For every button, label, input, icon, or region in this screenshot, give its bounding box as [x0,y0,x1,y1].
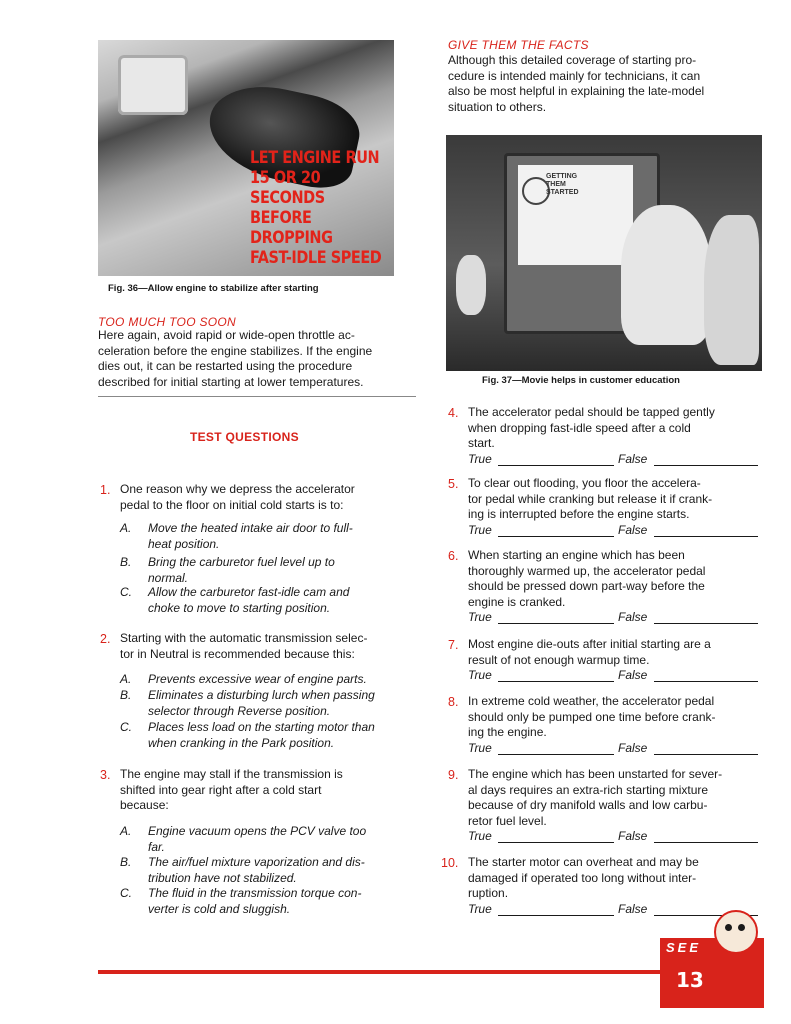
overlay-line: 15 OR 20 SECONDS [250,168,325,208]
q-line: al days requires an extra-rich starting mixture [468,782,709,797]
option-letter: B. [120,688,132,702]
question-text [120,767,410,814]
q-line: The accelerator pedal should be tapped gently [468,405,715,419]
q-line: Most engine die-outs after initial starting are a [468,637,711,651]
q-line: Starting with the automatic transmission selec- [120,631,368,645]
q-line: To clear out flooding, you floor the accelera- [468,476,701,490]
q-line: retor fuel level. [468,813,547,828]
question-text [468,694,760,741]
page-number: 13 [676,968,704,992]
true-answer-line[interactable] [498,623,614,624]
option-text [148,824,410,855]
option-text [148,886,410,917]
screen-line: STARTED [546,189,579,196]
bottom-rule [98,970,660,974]
q-line: result of not enough warmup time. [468,652,650,667]
question-text [468,405,760,452]
too-much-heading: TOO MUCH TOO SOON [98,315,236,329]
question-number: 8. [448,695,459,709]
false-label: False [618,610,648,624]
question-number: 6. [448,549,459,563]
true-label: True [468,740,492,755]
opt-line: selector through Reverse position. [148,703,331,718]
divider [98,396,416,397]
body-line: Although this detailed coverage of starting pro- [448,53,697,67]
overlay-line: BEFORE DROPPING [250,208,333,248]
hand-shape [456,255,486,315]
option-text [148,521,410,552]
true-answer-line[interactable] [498,681,614,682]
false-label: False [618,829,648,843]
opt-line: Eliminates a disturbing lurch when passing [148,688,375,702]
opt-line: Bring the carburetor fuel level up to [148,555,335,569]
question-number: 10. [441,856,459,870]
false-label: False [618,901,648,916]
q-line: pedal to the floor on initial cold starts is to: [120,497,344,512]
true-label: True [468,668,492,682]
q-line: When starting an engine which has been [468,548,685,562]
q-line: The starter motor can overheat and may be [468,855,699,869]
q-line: tor pedal while cranking but release it if crank- [468,491,713,506]
true-answer-line[interactable] [498,754,614,755]
q-line: should only be pumped one time before crank- [468,709,716,724]
fig36-photo [98,40,394,276]
true-label: True [468,522,492,537]
opt-line: Allow the carburetor fast-idle cam and [148,585,350,599]
option-letter: B. [120,855,132,869]
option-letter: A. [120,824,132,838]
option-text [148,720,410,751]
true-label: True [468,901,492,916]
question-number: 3. [100,768,111,782]
eye-icon [725,924,732,931]
body-line: situation to others. [448,99,547,114]
option-text [148,688,410,719]
body-line: described for initial starting at lower temperatures. [98,374,364,389]
false-answer-line[interactable] [654,681,758,682]
q-line: The engine which has been unstarted for sever- [468,767,723,781]
option-letter: C. [120,720,132,734]
body-line: Here again, avoid rapid or wide-open throttle ac- [98,328,355,342]
q-line: because of dry manifold walls and low carbu- [468,798,708,812]
logo-text: SEE [666,940,702,955]
q-line: ing is interrupted before the engine starts. [468,507,690,521]
facts-body [448,53,764,115]
true-label: True [468,829,492,843]
q-line: should be pressed down part-way before the [468,579,705,593]
too-much-body [98,328,416,390]
option-letter: A. [120,672,132,686]
question-number: 2. [100,632,111,646]
opt-line: Engine vacuum opens the PCV valve too [148,824,367,838]
q-line: The engine may stall if the transmission is [120,767,343,781]
question-text [120,631,410,662]
body-line: dies out, it can be restarted using the procedure [98,359,353,373]
opt-line: normal. [148,570,189,585]
fig37-photo [446,135,762,371]
screen-line: THEM [546,181,566,188]
false-label: False [618,740,648,755]
opt-line: Places less load on the starting motor than [148,720,375,734]
true-label: True [468,610,492,624]
false-answer-line[interactable] [654,842,758,843]
option-text [148,555,410,586]
opt-line: far. [148,839,165,854]
option-text [148,855,410,886]
false-answer-line[interactable] [654,536,758,537]
true-answer-line[interactable] [498,842,614,843]
option-letter: C. [120,585,132,599]
screen-line: GETTING [546,173,578,180]
facts-heading: GIVE THEM THE FACTS [448,38,589,52]
overlay-line: FAST-IDLE SPEED [250,248,382,268]
q-line: start. [468,436,495,450]
pedal-shape [118,55,188,115]
mascot-face-icon [714,910,758,954]
question-number: 5. [448,477,459,491]
body-line: celeration before the engine stabilizes. If the engine [98,343,373,358]
see-logo [660,908,770,1008]
body-line: also be most helpful in explaining the late-model [448,84,705,98]
false-label: False [618,522,648,537]
opt-line: verter is cold and sluggish. [148,901,291,916]
test-questions-title: TEST QUESTIONS [190,430,299,444]
option-letter: B. [120,555,132,569]
option-text [148,672,410,688]
true-label: True [468,451,492,466]
option-text [148,585,410,616]
q-line: when dropping fast-idle speed after a cold [468,420,691,435]
opt-line: choke to move to starting position. [148,600,331,615]
q-line: shifted into gear right after a cold start [120,782,322,797]
opt-line: tribution have not stabilized. [148,870,297,885]
false-label: False [618,668,648,682]
question-text [468,637,760,668]
question-number: 9. [448,768,459,782]
question-number: 1. [100,483,111,497]
option-letter: C. [120,886,132,900]
false-answer-line[interactable] [654,754,758,755]
overlay-line: LET ENGINE RUN [250,148,380,168]
question-text [468,855,760,902]
question-number: 4. [448,406,459,420]
false-answer-line[interactable] [654,623,758,624]
question-text [468,476,760,523]
body-line: cedure is intended mainly for technicians, it can [448,68,701,83]
false-answer-line[interactable] [654,465,758,466]
q-line: ing the engine. [468,725,547,739]
q-line: engine is cranked. [468,594,566,609]
q-line: because: [120,798,169,812]
true-answer-line[interactable] [498,465,614,466]
person-shape [704,215,759,365]
opt-line: when cranking in the Park position. [148,735,335,750]
false-label: False [618,451,648,466]
q-line: One reason why we depress the accelerator [120,482,355,496]
true-answer-line[interactable] [498,915,614,916]
q-line: thoroughly warmed up, the accelerator pedal [468,563,706,578]
question-text [120,482,410,513]
question-number: 7. [448,638,459,652]
opt-line: Prevents excessive wear of engine parts. [148,672,367,686]
question-text [468,548,760,610]
screen-text [546,173,579,197]
opt-line: Move the heated intake air door to full- [148,521,353,535]
person-shape [621,205,711,345]
opt-line: The fluid in the transmission torque con- [148,886,362,900]
option-letter: A. [120,521,132,535]
true-answer-line[interactable] [498,536,614,537]
opt-line: heat position. [148,536,220,551]
fig36-overlay-text [250,148,386,268]
q-line: In extreme cold weather, the accelerator pedal [468,694,715,708]
opt-line: The air/fuel mixture vaporization and dis- [148,855,365,869]
fig36-caption: Fig. 36—Allow engine to stabilize after starting [108,283,319,294]
question-text [468,767,760,829]
q-line: ruption. [468,886,509,900]
eye-icon [738,924,745,931]
q-line: damaged if operated too long without inter- [468,870,697,885]
fig37-caption: Fig. 37—Movie helps in customer education [482,375,680,386]
q-line: tor in Neutral is recommended because this: [120,646,355,661]
